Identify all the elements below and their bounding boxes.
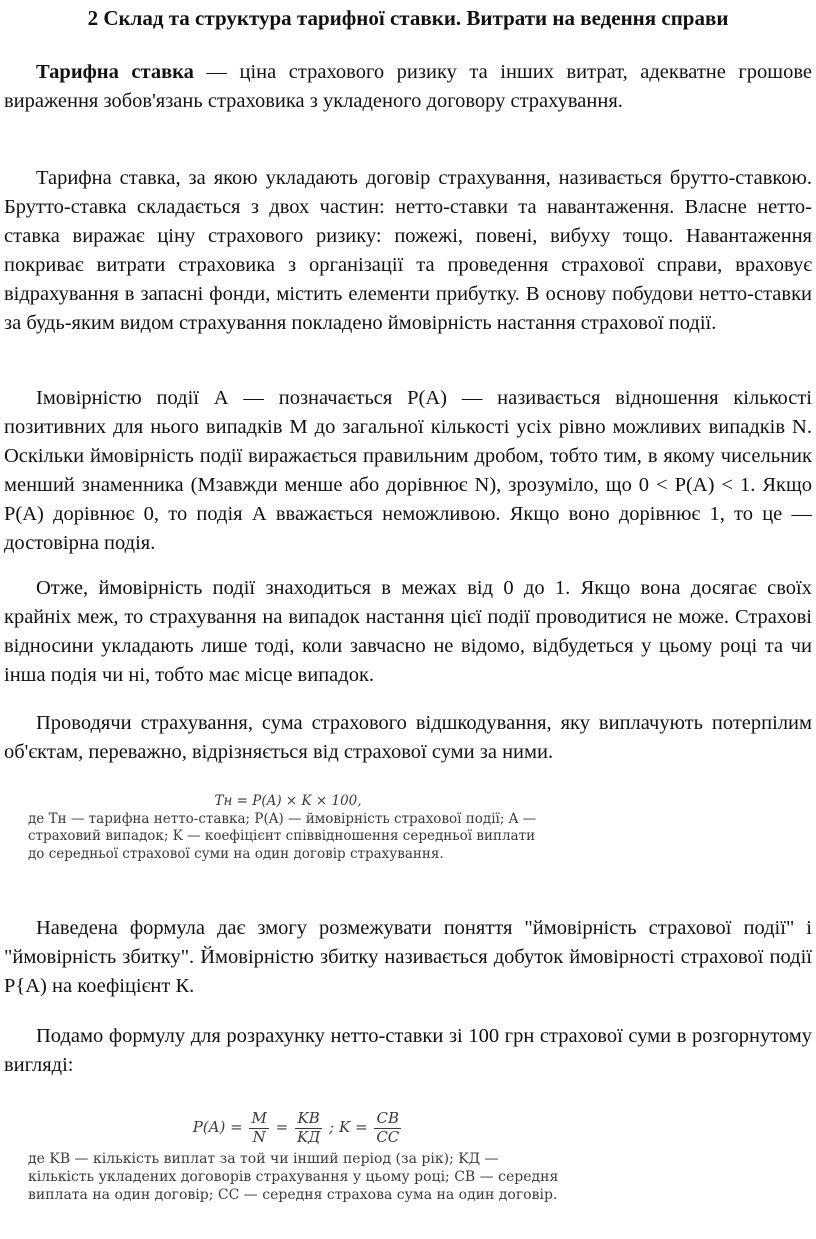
paragraph-probability-bounds: Отже, ймовірність події знаходиться в межах від 0 до 1. Якщо вона досягає своїх крайніх меж, то страхування на випадок настання цієї події проводитися не може. Страхові відносини укладають лише тоді, коли завчасно не відомо, відбудеться у цьому році та чи інша подія чи ні, тобто має місце випадок. [4,577,812,686]
paragraph-loss-probability: Наведена формула дає змогу розмежувати поняття "ймовірність страхової події" і "ймовірність збитку". Ймовірністю збитку називається добуток ймовірності страхової події Р{А) на коефіцієнт К. [4,917,812,997]
formula-net-rate-equation: Tн = P(A) × K × 100, [214,793,362,809]
fraction-numerator: CВ [374,1110,401,1129]
fraction-numerator: KВ [295,1110,322,1129]
fraction-cv-over-cc [374,1110,401,1146]
formula-probability-expanded [28,1110,568,1204]
fraction-denominator: N [252,1127,266,1146]
section-title: 2 Склад та структура тарифної ставки. Витрати на ведення справи [87,6,729,30]
paragraph-definition [4,58,812,116]
paragraph-compensation: Проводячи страхування, сума страхового відшкодування, яку виплачують потерпілим об'єктам, переважно, відрізняється від страхової суми за ними. [4,712,812,763]
paragraph-expanded-formula-intro: Подамо формулу для розрахунку нетто-ставки зі 100 грн страхової суми в розгорнутому вигляді: [4,1025,812,1076]
formula-net-rate-legend: де Tн — тарифна нетто-ставка; P(A) — ймовірність страхової події; A — страховий випадок; K — коефіцієнт співвідношення середньої виплати до середньої страхової суми на один договір страхування. [28,810,537,862]
formula-equals: = [275,1118,289,1136]
paragraph-probability: Імовірністю події А — позначається Р(А) — називається відношення кількості позитивних для нього випадків М до загальної кількості усіх рівно можливих випадків N. Оскільки ймовірність події виражається правильним дробом, тобто тим, в якому чисельник менший знаменника (Мзавжди менше або дорівнює N), зрозуміло, що 0 < Р(А) < 1. Якщо Р(А) дорівнює 0, то подія А вважається неможливою. Якщо воно дорівнює 1, то це — достовірна подія. [4,387,812,554]
fraction-denominator: KД [296,1127,321,1146]
formula-probability-equation [28,1110,568,1146]
formula-separator: ; K = [329,1118,368,1136]
formula-lhs: P(A) = [192,1118,243,1136]
formula-net-rate [28,793,548,863]
term-tariff-rate: Тарифна ставка [36,61,194,83]
fraction-m-over-n [249,1110,268,1146]
fraction-numerator: M [251,1109,267,1127]
definition-text: — ціна страхового ризику та інших витрат, адекватне грошове вираження зобов'язань страховика з укладеного договору страхування. [4,61,812,112]
paragraph-gross-rate: Тарифна ставка, за якою укладають договір страхування, називається брутто-ставкою. Брутто-ставка складається з двох частин: нетто-ставки та навантаження. Власне нетто-ставка виражає ціну страхового ризику: пожежі, повені, вибуху тощо. Навантаження покриває витрати страховика з організації та проведення страхової справи, враховує відрахування в запасні фонди, містить елементи прибутку. В основу побудови нетто-ставки за будь-яким видом страхування покладено ймовірність настання страхової події. [4,167,812,334]
formula-probability-legend: де KВ — кількість виплат за той чи інший період (за рік); KД — кількість укладених договорів страхування у цьому році; CВ — середня виплата на один договір; CС — середня страхова сума на один договір. [28,1151,559,1203]
fraction-kv-over-kd [295,1110,322,1146]
fraction-denominator: CС [376,1127,400,1146]
